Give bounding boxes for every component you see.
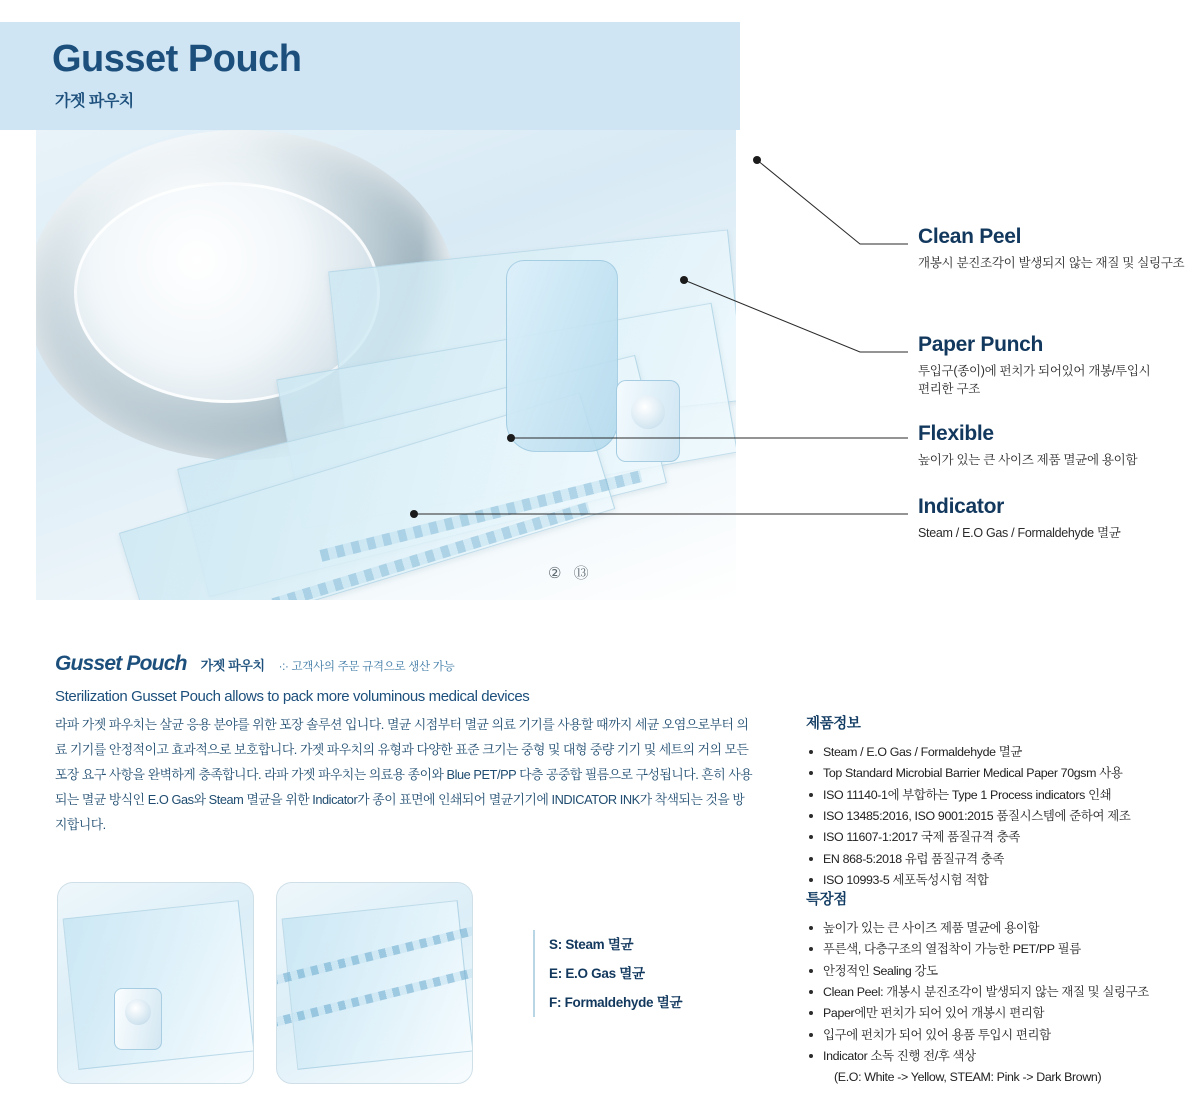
features-block xyxy=(806,888,1196,1089)
list-subitem: (E.O: White -> Yellow, STEAM: Pink -> Dark Brown) xyxy=(834,1070,1102,1085)
list-item: Steam / E.O Gas / Formaldehyde 멸균 xyxy=(806,742,1186,763)
list-item: EN 868-5:2018 유럽 품질규격 충족 xyxy=(806,849,1186,870)
callout-paper-punch xyxy=(918,333,1158,398)
image-marks: ② ⑬ xyxy=(548,565,593,582)
list-item: ISO 13485:2016, ISO 9001:2015 품질시스템에 준하여 제조 xyxy=(806,806,1186,827)
bottle-graphic xyxy=(506,260,618,452)
callout-description: 투입구(종이)에 펀치가 되어있어 개봉/투입시 편리한 구조 xyxy=(918,364,1151,397)
callout-description: 개봉시 분진조각이 발생되지 않는 재질 및 실링구조 xyxy=(918,256,1185,270)
callout-description: 높이가 있는 큰 사이즈 제품 멸균에 용이함 xyxy=(918,453,1138,467)
list-item: Top Standard Microbial Barrier Medical Paper 70gsm 사용 xyxy=(806,763,1186,784)
brand-name: Gusset Pouch xyxy=(55,652,187,675)
product-thumbnail-1 xyxy=(57,882,254,1084)
callout-title: Flexible xyxy=(918,422,994,445)
callout-title: Paper Punch xyxy=(918,333,1044,356)
legend-item-steam: S: Steam 멸균 xyxy=(549,937,634,952)
legend-item-formaldehyde: F: Formaldehyde 멸균 xyxy=(549,995,683,1011)
product-hero-image xyxy=(36,130,736,600)
product-info-heading: 제품정보 xyxy=(806,716,861,732)
pouch-graphic xyxy=(282,900,473,1070)
list-item: ISO 11140-1에 부합하는 Type 1 Process indicators 인쇄 xyxy=(806,785,1186,806)
sterilization-legend xyxy=(533,930,682,1017)
product-thumbnail-2 xyxy=(276,882,473,1084)
lead-statement: Sterilization Gusset Pouch allows to pack more voluminous medical devices xyxy=(55,688,530,705)
list-item: Paper에만 펀치가 되어 있어 개봉시 편리함 xyxy=(806,1003,1196,1024)
legend-item-eo-gas: E: E.O Gas 멸균 xyxy=(549,966,645,982)
callout-title: Clean Peel xyxy=(918,225,1022,248)
brand-name-ko: 가젯 파우치 xyxy=(200,658,265,673)
page-title: Gusset Pouch xyxy=(52,38,302,80)
bottle-cap-graphic xyxy=(616,380,680,462)
list-item: 푸른색, 다층구조의 열접착이 가능한 PET/PP 필름 xyxy=(806,939,1196,960)
callout-indicator xyxy=(918,495,1121,542)
product-info-list xyxy=(806,742,1186,891)
body-copy: 라파 가젯 파우치는 살균 응용 분야를 위한 포장 솔루션 입니다. 멸균 시점부터 멸균 의료 기기를 사용할 때까지 세균 오염으로부터 의료 기기를 안정적이고 효과적으로 보호합니다. 가젯 파우치의 유형과 다양한 표준 크기는 중형 및 대형 중량 기기 및 세트의 거의 모든 포장 요구 사항을 완벽하게 충족합니다. 라파 가젯 파우치는 의료용 종이와 Blue PET/PP 다층 공중합 필름으로 구성됩니다. 흔히 사용되는 멸균 방식인 E.O Gas와 Steam 멸균을 위한 Indicator가 종이 표면에 인쇄되어 멸균기기에 INDICATOR INK가 착색되는 것을 방지합니다. xyxy=(55,717,753,832)
list-item: ISO 10993-5 세포독성시험 적합 xyxy=(806,870,1186,891)
callout-description: Steam / E.O Gas / Formaldehyde 멸균 xyxy=(918,526,1121,540)
list-item: Indicator 소독 진행 전/후 색상 xyxy=(806,1046,1196,1067)
list-item: ISO 11607-1:2017 국제 품질규격 충족 xyxy=(806,827,1186,848)
callout-clean-peel xyxy=(918,225,1184,272)
features-heading: 특장점 xyxy=(806,892,847,908)
callout-flexible xyxy=(918,422,1137,469)
product-info-block xyxy=(806,712,1186,891)
list-item: 안정적인 Sealing 강도 xyxy=(806,961,1196,982)
brand-note: ·:· 고객사의 주문 규격으로 생산 가능 xyxy=(278,661,455,673)
list-item: Clean Peel: 개봉시 분진조각이 발생되지 않는 재질 및 실링구조 xyxy=(806,982,1196,1003)
list-item: 입구에 펀치가 되어 있어 용품 투입시 편리함 xyxy=(806,1025,1196,1046)
page-subtitle: 가젯 파우치 xyxy=(55,93,134,110)
list-item: 높이가 있는 큰 사이즈 제품 멸균에 용이함 xyxy=(806,918,1196,939)
features-list xyxy=(806,918,1196,1089)
bottle-cap-graphic xyxy=(114,988,162,1050)
brand-row xyxy=(55,652,454,676)
callout-title: Indicator xyxy=(918,495,1004,518)
